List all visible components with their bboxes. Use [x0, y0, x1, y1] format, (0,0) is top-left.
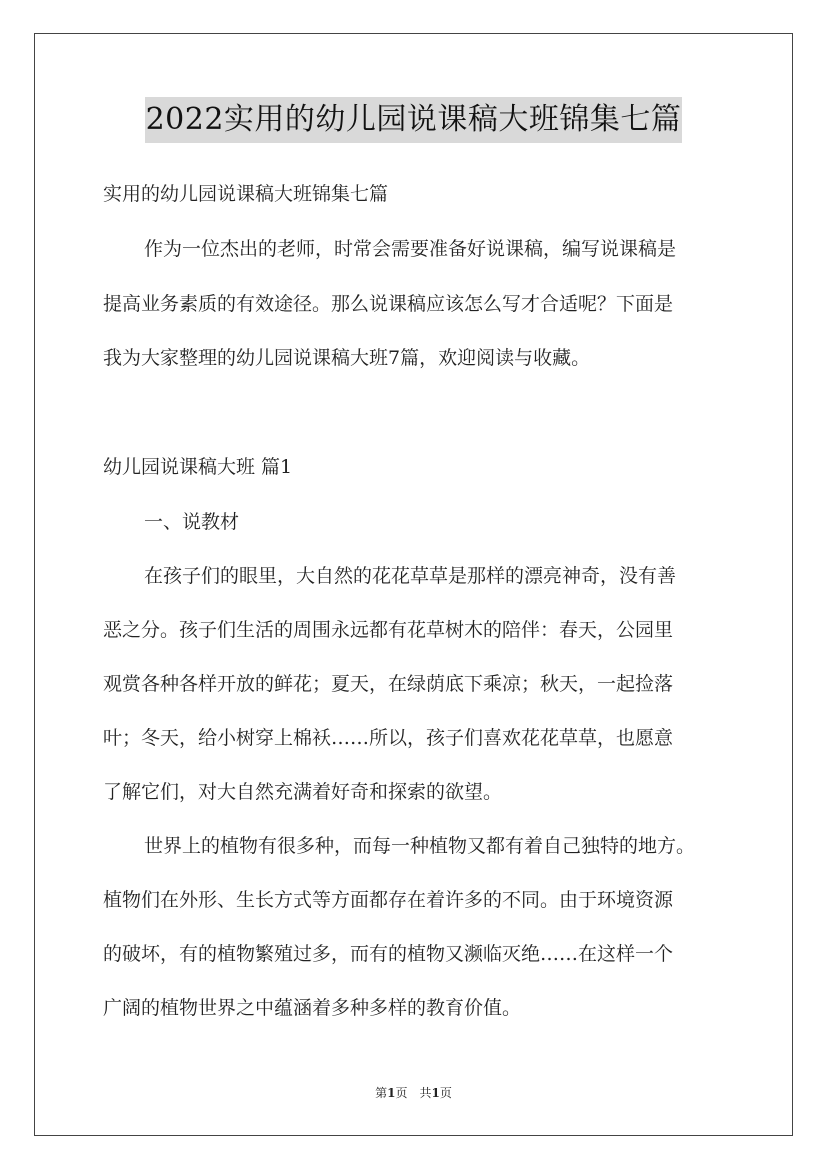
title-container	[0, 97, 827, 143]
paragraph-line: 世界上的植物有很多种，而每一种植物又都有着自己独特的地方。	[144, 835, 696, 857]
section-heading: 幼儿园说课稿大班 篇1	[103, 456, 293, 478]
paragraph-line: 植物们在外形、生长方式等方面都存在着许多的不同。由于环境资源	[103, 889, 674, 911]
intro-line: 提高业务素质的有效途径。那么说课稿应该怎么写才合适呢？下面是	[103, 293, 674, 315]
total-pages: 1	[431, 1086, 440, 1100]
paragraph-line: 叶；冬天，给小树穿上棉袄……所以，孩子们喜欢花花草草，也愿意	[103, 727, 674, 749]
page-footer	[0, 1084, 827, 1101]
page-suffix: 页	[395, 1086, 408, 1100]
paragraph-line: 的破坏，有的植物繁殖过多，而有的植物又濒临灭绝……在这样一个	[103, 943, 674, 965]
intro-line: 我为大家整理的幼儿园说课稿大班7篇，欢迎阅读与收藏。	[103, 347, 591, 369]
page-number: 1	[387, 1086, 396, 1100]
paragraph-line: 在孩子们的眼里，大自然的花花草草是那样的漂亮神奇，没有善	[144, 565, 677, 587]
paragraph-line: 广阔的植物世界之中蕴涵着多种多样的教育价值。	[103, 997, 522, 1019]
document-title: 2022实用的幼儿园说课稿大班锦集七篇	[145, 97, 683, 143]
paragraph-line: 恶之分。孩子们生活的周围永远都有花草树木的陪伴：春天，公园里	[103, 619, 674, 641]
intro-line: 作为一位杰出的老师，时常会需要准备好说课稿，编写说课稿是	[144, 238, 677, 260]
total-suffix: 页	[439, 1086, 452, 1100]
page-prefix: 第	[375, 1086, 388, 1100]
section-subheading: 一、说教材	[144, 511, 240, 533]
document-subtitle: 实用的幼儿园说课稿大班锦集七篇	[103, 183, 389, 205]
paragraph-line: 观赏各种各样开放的鲜花；夏天，在绿荫底下乘凉；秋天，一起捡落	[103, 673, 674, 695]
total-prefix: 共	[419, 1086, 432, 1100]
paragraph-line: 了解它们，对大自然充满着好奇和探索的欲望。	[103, 781, 503, 803]
